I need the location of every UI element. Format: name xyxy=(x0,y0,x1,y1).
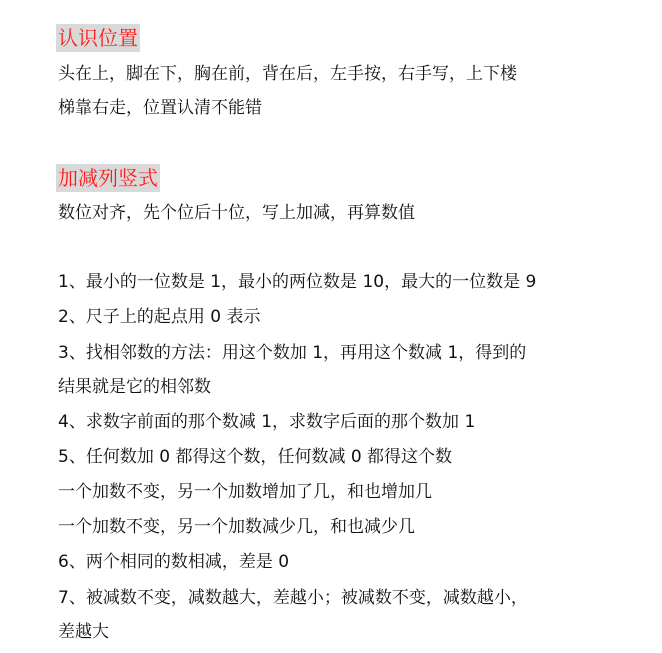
point-line-6: 6、两个相同的数相减，差是 0 xyxy=(58,552,290,572)
section-heading-vertical-calc: 加减列竖式 xyxy=(58,166,158,190)
vertical-calc-rule-line: 数位对齐，先个位后十位，写上加减，再算数值 xyxy=(58,203,415,223)
point-line-4: 4、求数字前面的那个数减 1，求数字后面的那个数加 1 xyxy=(58,412,476,432)
point-line-5-sub-2: 一个加数不变，另一个加数减少几，和也减少几 xyxy=(58,517,415,537)
position-rhyme-line-1: 头在上，脚在下，胸在前，背在后，左手按，右手写，上下楼 xyxy=(58,64,517,84)
point-line-7: 7、被减数不变，减数越大，差越小；被减数不变，减数越小， xyxy=(58,588,528,608)
point-line-3-cont: 结果就是它的相邻数 xyxy=(58,377,211,397)
point-line-1: 1、最小的一位数是 1，最小的两位数是 10，最大的一位数是 9 xyxy=(58,272,537,292)
section-heading-position: 认识位置 xyxy=(58,26,138,50)
point-line-3: 3、找相邻数的方法：用这个数加 1，再用这个数减 1，得到的 xyxy=(58,343,527,363)
point-line-2: 2、尺子上的起点用 0 表示 xyxy=(58,307,261,327)
position-rhyme-line-2: 梯靠右走，位置认清不能错 xyxy=(58,98,262,118)
point-line-5: 5、任何数加 0 都得这个数，任何数减 0 都得这个数 xyxy=(58,447,453,467)
point-line-5-sub-1: 一个加数不变，另一个加数增加了几，和也增加几 xyxy=(58,482,432,502)
point-line-7-cont: 差越大 xyxy=(58,622,109,642)
